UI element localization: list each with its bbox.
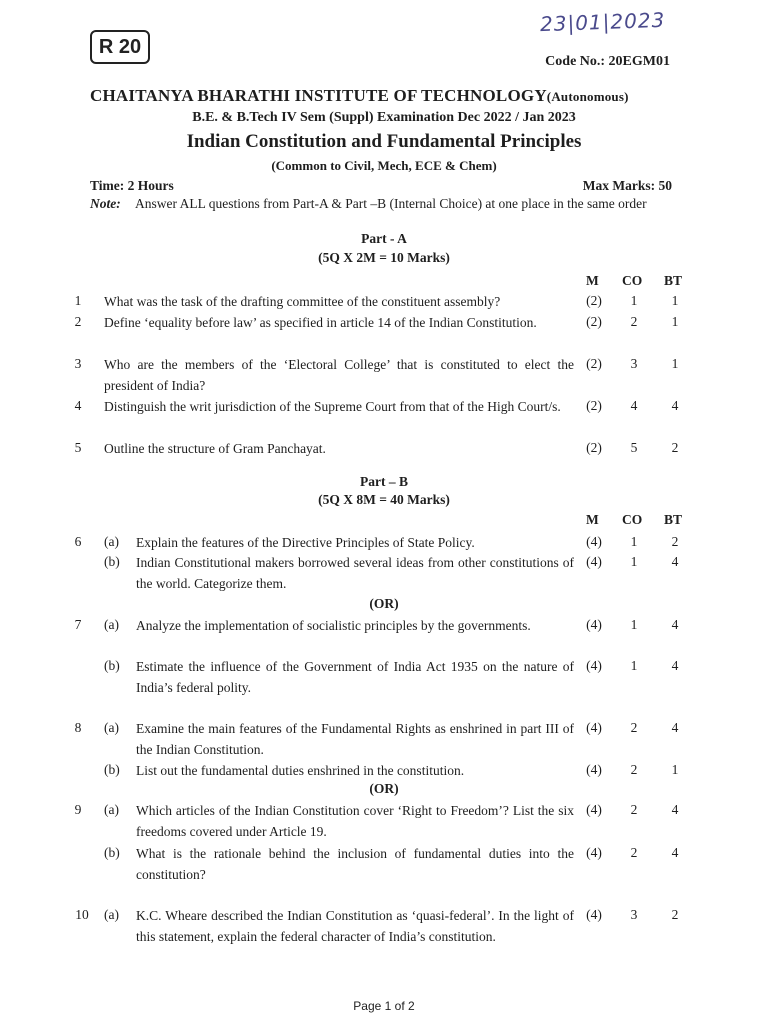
question-number: 9 (74, 802, 82, 817)
question-co: 1 (630, 658, 638, 673)
regulation-badge: R 20 (90, 30, 150, 64)
institute-title: CHAITANYA BHARATHI INSTITUTE OF TECHNOLOGY (90, 86, 547, 105)
question-text: K.C. Wheare described the Indian Constitution as ‘quasi-federal’. In the light of this statement, explain the federal character of India’s constitution. (136, 908, 574, 944)
time-allowed: Time: 2 Hours (90, 178, 174, 193)
question-text: Distinguish the writ jurisdiction of the Supreme Court from that of the High Court/s. (104, 399, 561, 414)
common-to-branches: (Common to Civil, Mech, ECE & Chem) (271, 158, 497, 173)
or-separator: (OR) (369, 596, 399, 611)
question-co: 1 (630, 554, 638, 569)
column-header-bt: BT (664, 512, 683, 527)
instructions-note (90, 195, 678, 213)
question-marks: (2) (586, 398, 602, 413)
question-bt: 1 (671, 293, 679, 308)
question-number: 1 (74, 293, 82, 308)
part-b-title: Part – B (360, 474, 408, 489)
question-bt: 2 (671, 907, 679, 922)
question-co: 2 (630, 802, 638, 817)
question-text: Indian Constitutional makers borrowed several ideas from other constitutions of the world. Categorize them. (136, 555, 574, 591)
column-header-marks: M (586, 512, 599, 527)
question-bt: 4 (671, 658, 679, 673)
subquestion-label: (a) (104, 534, 119, 549)
page-number: Page 1 of 2 (353, 999, 415, 1013)
part-b-scheme: (5Q X 8M = 40 Marks) (318, 492, 450, 507)
question-number: 7 (74, 617, 82, 632)
question-marks: (4) (586, 554, 602, 569)
subquestion-label: (a) (104, 907, 119, 922)
subquestion-label: (b) (104, 762, 120, 777)
question-bt: 4 (671, 617, 679, 632)
question-text: Who are the members of the ‘Electoral College’ that is constituted to elect the president of India? (104, 357, 574, 393)
question-co: 3 (630, 907, 638, 922)
subject-title: Indian Constitution and Fundamental Principles (186, 131, 582, 152)
note-text: Answer ALL questions from Part-A & Part –B (Internal Choice) at one place in the same order (135, 196, 647, 211)
subquestion-label: (a) (104, 720, 119, 735)
column-header-marks: M (586, 273, 599, 288)
question-marks: (4) (586, 762, 602, 777)
question-co: 2 (630, 314, 638, 329)
question-marks: (2) (586, 293, 602, 308)
question-bt: 4 (671, 554, 679, 569)
max-marks: Max Marks: 50 (582, 178, 672, 193)
question-text: Which articles of the Indian Constitution cover ‘Right to Freedom’? List the six freedoms covered under Article 19. (136, 803, 574, 839)
question-number: 4 (74, 398, 82, 413)
question-marks: (4) (586, 802, 602, 817)
question-number: 3 (74, 356, 82, 371)
question-bt: 1 (671, 356, 679, 371)
question-co: 3 (630, 356, 638, 371)
column-header-co: CO (622, 512, 643, 527)
question-text: What is the rationale behind the inclusion of fundamental duties into the constitution? (136, 846, 574, 882)
question-number: 10 (75, 907, 89, 922)
question-bt: 4 (671, 720, 679, 735)
question-text: Estimate the influence of the Government of India Act 1935 on the nature of India’s federal polity. (136, 659, 574, 695)
question-marks: (2) (586, 356, 602, 371)
question-bt: 2 (671, 440, 679, 455)
question-co: 2 (630, 762, 638, 777)
question-marks: (4) (586, 845, 602, 860)
code-number: Code No.: 20EGM01 (545, 54, 670, 69)
exam-title: B.E. & B.Tech IV Sem (Suppl) Examination Dec 2022 / Jan 2023 (192, 110, 576, 125)
question-bt: 4 (671, 802, 679, 817)
question-marks: (4) (586, 617, 602, 632)
column-header-bt: BT (664, 273, 683, 288)
question-number: 5 (74, 440, 82, 455)
question-bt: 1 (671, 762, 679, 777)
subquestion-label: (a) (104, 802, 119, 817)
question-number: 8 (74, 720, 82, 735)
question-marks: (4) (586, 907, 602, 922)
question-text: What was the task of the drafting committee of the constituent assembly? (104, 294, 501, 309)
question-text: Outline the structure of Gram Panchayat. (104, 441, 326, 456)
question-text: Explain the features of the Directive Principles of State Policy. (136, 535, 475, 550)
institute-suffix: (Autonomous) (546, 89, 629, 104)
question-co: 5 (630, 440, 638, 455)
question-co: 1 (630, 293, 638, 308)
subquestion-label: (b) (104, 845, 120, 860)
question-marks: (4) (586, 720, 602, 735)
part-a-title: Part - A (361, 231, 407, 246)
question-text: Examine the main features of the Fundamental Rights as enshrined in part III of the Indian Constitution. (136, 721, 574, 757)
question-co: 1 (630, 617, 638, 632)
question-co: 2 (630, 845, 638, 860)
question-bt: 1 (671, 314, 679, 329)
question-bt: 2 (671, 534, 679, 549)
subquestion-label: (b) (104, 658, 120, 673)
question-bt: 4 (671, 398, 679, 413)
subquestion-label: (b) (104, 554, 120, 569)
question-co: 4 (630, 398, 638, 413)
handwritten-date: 23|01|2023 (539, 7, 666, 37)
part-a-scheme: (5Q X 2M = 10 Marks) (318, 250, 450, 265)
question-marks: (2) (586, 314, 602, 329)
question-marks: (4) (586, 534, 602, 549)
question-marks: (4) (586, 658, 602, 673)
question-bt: 4 (671, 845, 679, 860)
question-co: 2 (630, 720, 638, 735)
question-number: 6 (74, 534, 82, 549)
institute-name (90, 86, 629, 106)
or-separator: (OR) (369, 781, 399, 796)
question-number: 2 (74, 314, 82, 329)
question-text: List out the fundamental duties enshrined in the constitution. (136, 763, 465, 778)
question-text: Define ‘equality before law’ as specified in article 14 of the Indian Constitution. (104, 315, 537, 330)
question-text: Analyze the implementation of socialistic principles by the governments. (136, 618, 531, 633)
column-header-co: CO (622, 273, 643, 288)
subquestion-label: (a) (104, 617, 119, 632)
note-label: Note: (90, 196, 121, 211)
question-co: 1 (630, 534, 638, 549)
question-marks: (2) (586, 440, 602, 455)
